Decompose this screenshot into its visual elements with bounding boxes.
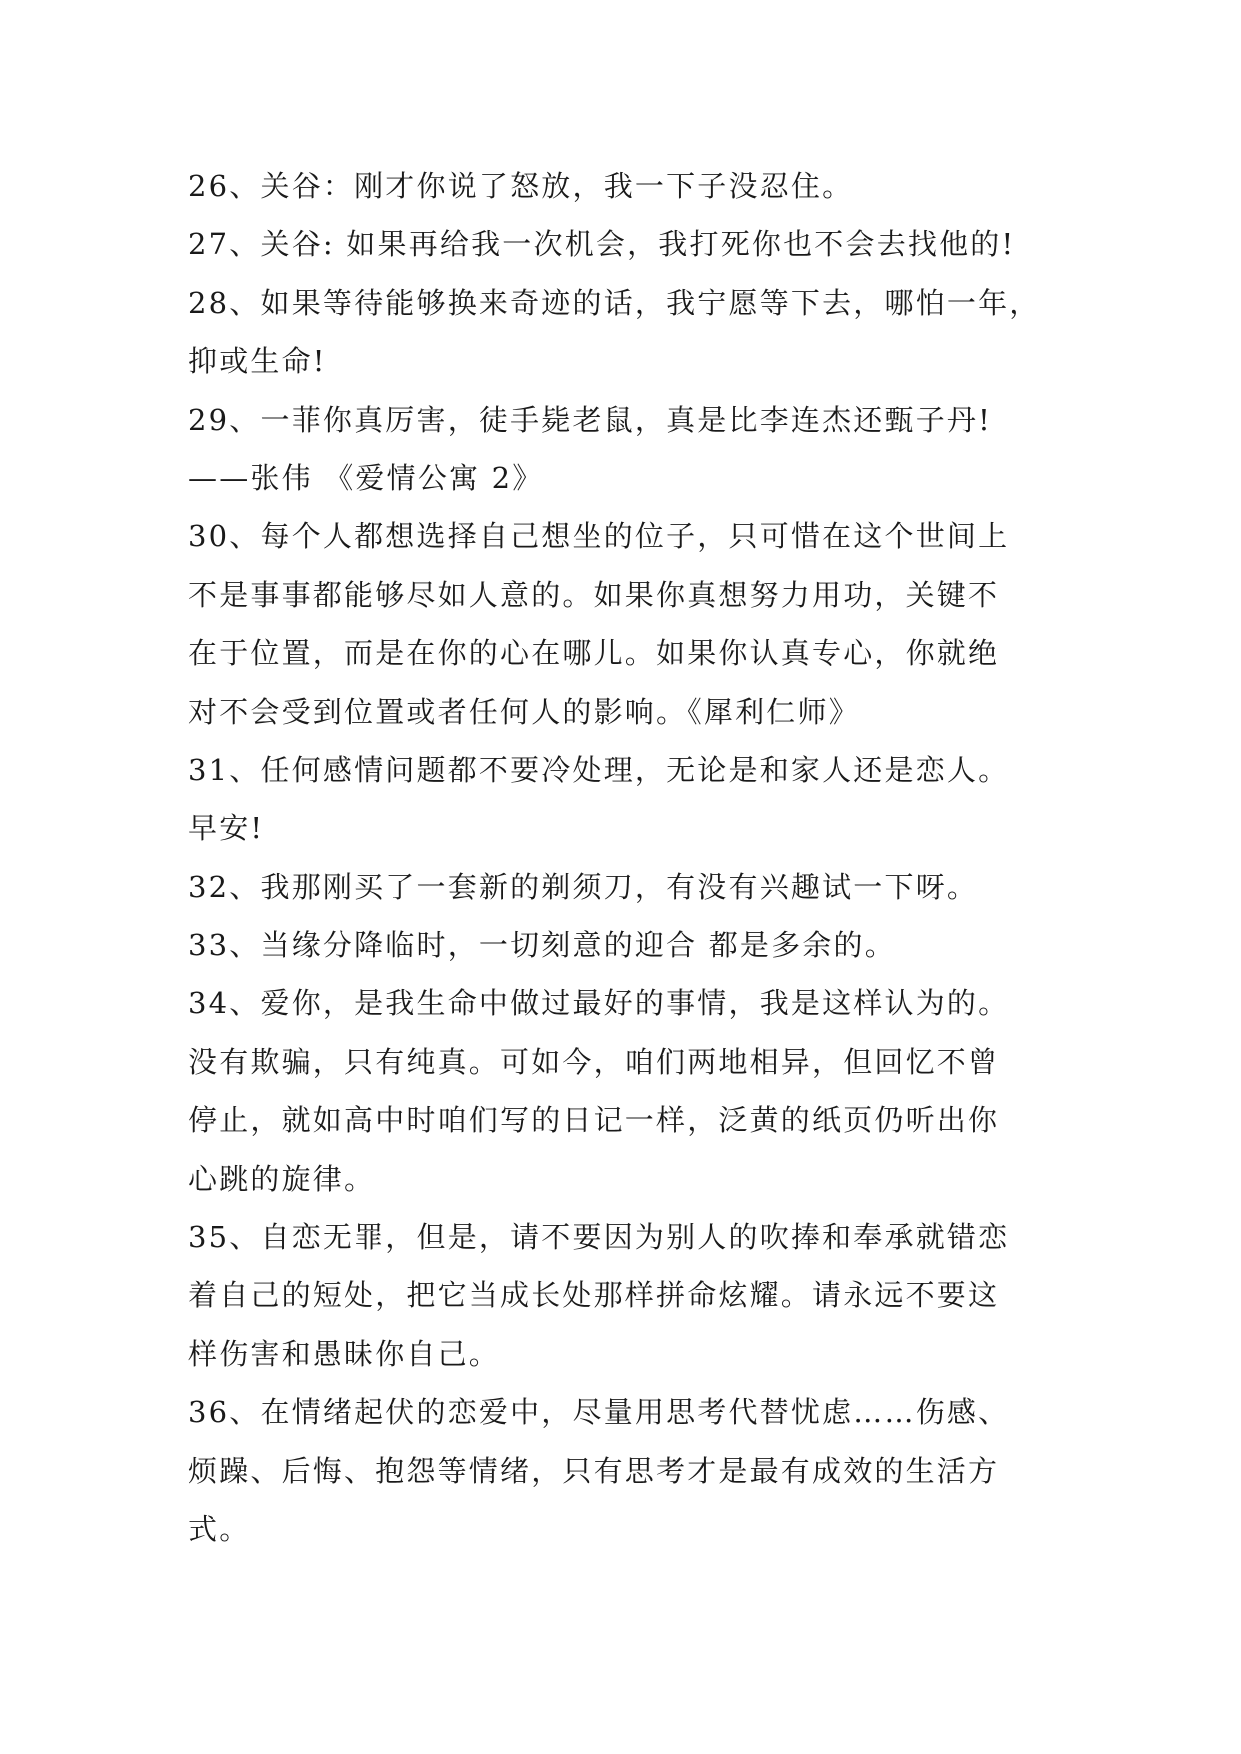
text-line: 在于位置，而是在你的心在哪儿。如果你认真专心，你就绝 — [188, 636, 1000, 671]
text-line: 34、爱你，是我生命中做过最好的事情，我是这样认为的。 — [188, 986, 1010, 1021]
document-body — [188, 157, 1068, 1558]
text-line: 28、如果等待能够换来奇迹的话，我宁愿等下去，哪怕一年， — [188, 285, 1041, 320]
text-line: 心跳的旋律。 — [188, 1161, 376, 1196]
text-line: 32、我那刚买了一套新的剃须刀，有没有兴趣试一下呀。 — [188, 869, 979, 904]
text-line: 31、任何感情问题都不要冷处理，无论是和家人还是恋人。 — [188, 752, 1010, 787]
text-line: 没有欺骗，只有纯真。可如今，咱们两地相异，但回忆不曾 — [188, 1044, 1000, 1079]
text-line: 26、关谷：刚才你说了怒放，我一下子没忍住。 — [188, 169, 854, 203]
text-line: 早安! — [188, 811, 265, 846]
text-line: 36、在情绪起伏的恋爱中，尽量用思考代替忧虑……伤感、 — [188, 1395, 1010, 1430]
text-line: ——张伟 《爱情公寓 2》 — [188, 460, 544, 495]
text-line: 抑或生命! — [188, 344, 327, 379]
text-line: 29、一菲你真厉害，徒手毙老鼠，真是比李连杰还甄子丹! — [188, 402, 992, 437]
text-line: 烦躁、后悔、抱怨等情绪，只有思考才是最有成效的生活方 — [188, 1453, 1000, 1488]
text-line: 停止，就如高中时咱们写的日记一样，泛黄的纸页仍听出你 — [188, 1103, 1000, 1138]
text-line: 式。 — [188, 1511, 251, 1546]
text-line: 样伤害和愚昧你自己。 — [188, 1336, 501, 1371]
text-line: 30、每个人都想选择自己想坐的位子，只可惜在这个世间上 — [188, 519, 1010, 554]
text-line: 27、关谷: 如果再给我一次机会，我打死你也不会去找他的! — [188, 227, 1016, 262]
text-line: 33、当缘分降临时，一切刻意的迎合 都是多余的。 — [188, 928, 896, 963]
text-line: 着自己的短处，把它当成长处那样拼命炫耀。请永远不要这 — [188, 1278, 1000, 1313]
text-line: 对不会受到位置或者任何人的影响。《犀利仁师》 — [188, 694, 860, 729]
text-line: 不是事事都能够尽如人意的。如果你真想努力用功，关键不 — [188, 577, 1000, 612]
text-line: 35、自恋无罪，但是，请不要因为别人的吹捧和奉承就错恋 — [188, 1220, 1010, 1255]
